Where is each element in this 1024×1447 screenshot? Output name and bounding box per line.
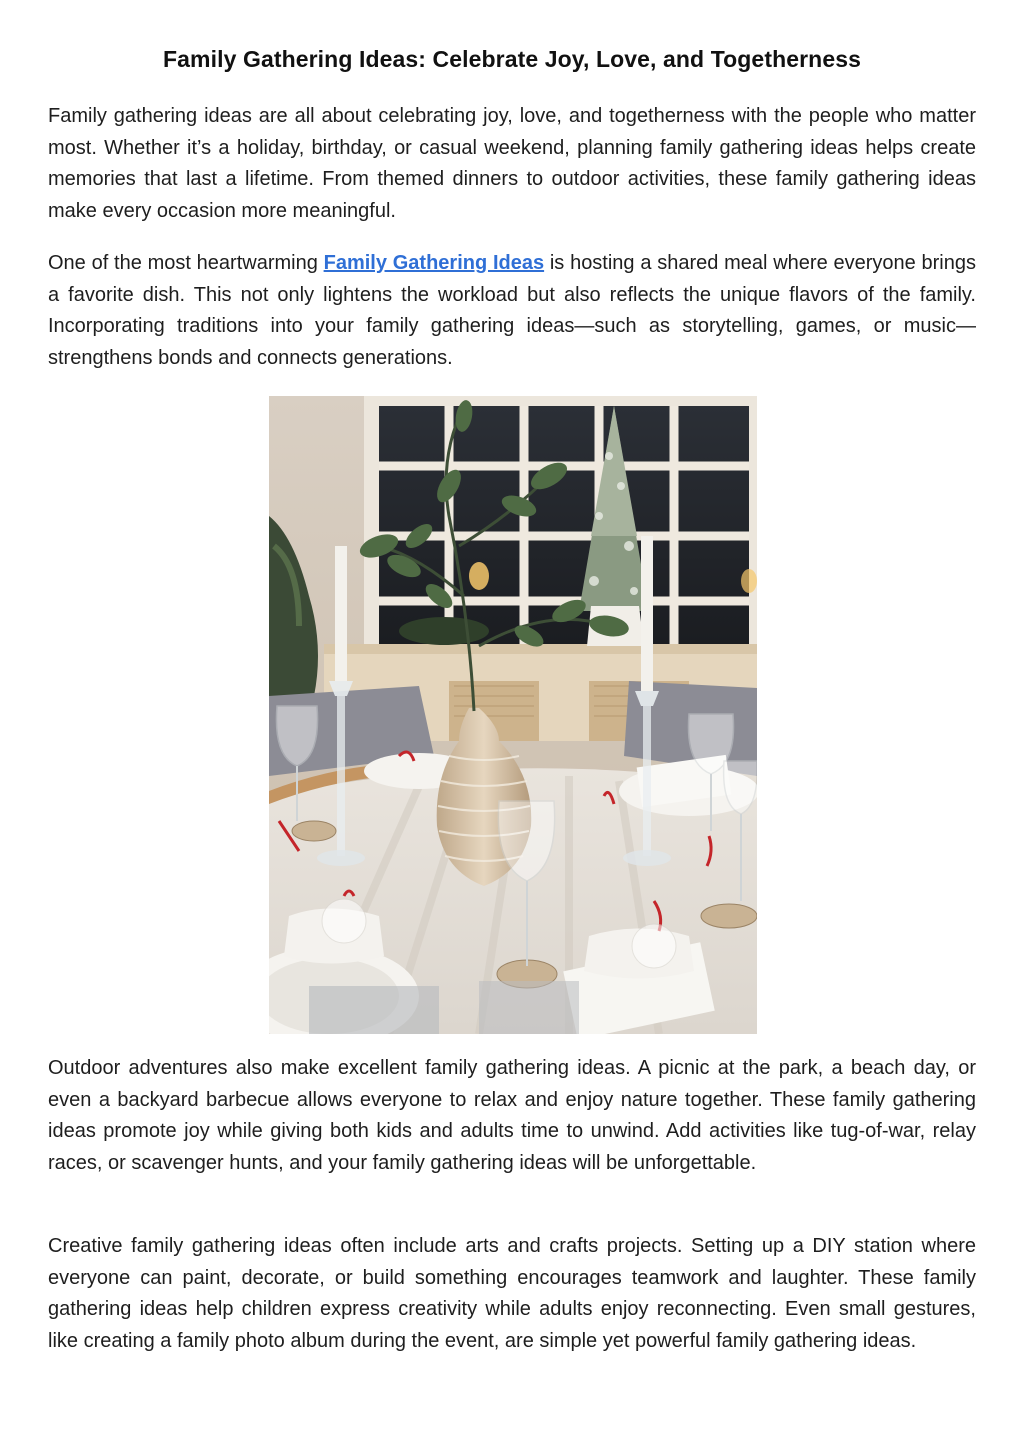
paragraph-outdoor: Outdoor adventures also make excellent family gathering ideas. A picnic at the park, a beach day, or even a backyard barbecue allows everyone to relax and enjoy nature together. These family gathering ideas promote joy while giving both kids and adults time to unwind. Add activities like tug-of-war, relay races, or scavenger hunts, and your family gathering ideas will be unforgettable.	[48, 1057, 976, 1174]
paragraph-shared-meal	[48, 248, 976, 374]
family-gathering-ideas-link[interactable]: Family Gathering Ideas	[323, 252, 545, 274]
paragraph-creative: Creative family gathering ideas often include arts and crafts projects. Setting up a DIY station where everyone can paint, decorate, or build something encourages teamwork and laughter. These family gathering ideas help children express creativity while adults enjoy reconnecting. Even small gestures, like creating a family photo album during the event, are simple yet powerful family gathering ideas.	[48, 1235, 976, 1352]
table-setting-photo	[269, 396, 757, 1034]
paragraph-text-before-link: One of the most heartwarming	[48, 252, 324, 274]
page-title: Family Gathering Ideas: Celebrate Joy, Love, and Togetherness	[163, 46, 861, 72]
paragraph-intro: Family gathering ideas are all about celebrating joy, love, and togetherness with the people who matter most. Whether it’s a holiday, birthday, or casual weekend, planning family gathering ideas helps create memories that last a lifetime. From themed dinners to outdoor activities, these family gathering ideas make every occasion more meaningful.	[48, 105, 976, 222]
paragraph-text-after-link: is hosting a shared meal where everyone brings a favorite dish. This not only lightens the workload but also reflects the unique flavors of the family. Incorporating traditions into your family gathering ideas—such as storytelling, games, or music—strengthens bonds and connects generations.	[48, 252, 976, 369]
